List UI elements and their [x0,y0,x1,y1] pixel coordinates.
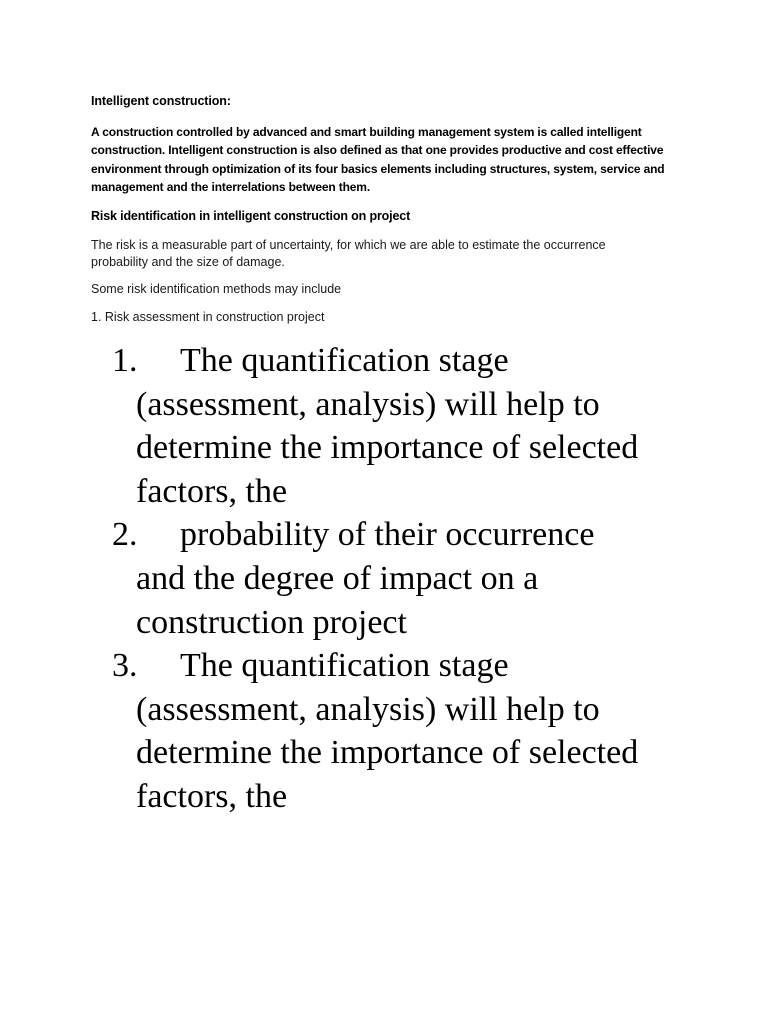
section-heading: Intelligent construction: [91,94,231,108]
list-line: factors, the [136,472,288,510]
risk-line: The risk is a measurable part of uncertainty, for which we are able to estimate the occurrence [91,238,606,252]
list-line: and the degree of impact on a [136,559,539,597]
list-line: The quantification stage [180,647,509,685]
paragraph-line: construction. Intelligent construction is also defined as that one provides productive and cost effective [91,143,664,158]
paragraph-line: A construction controlled by advanced and smart building management system is called intelligent [91,125,642,139]
list-number: 3. [112,647,138,685]
numbered-list [0,339,768,819]
list-item [0,644,768,818]
methods-intro: Some risk identification methods may include [91,282,342,296]
list-line: determine the importance of selected [136,429,639,467]
list-number: 1. [112,342,138,379]
list-item [0,339,768,513]
assessment-item: 1. Risk assessment in construction project [91,310,325,324]
risk-definition [91,237,606,270]
list-line: probability of their occurrence [180,516,595,554]
list-line: (assessment, analysis) will help to [136,385,600,423]
subheading: Risk identification in intelligent construction on project [91,209,411,223]
list-line: (assessment, analysis) will help to [136,690,600,728]
list-line: factors, the [136,777,288,815]
intro-paragraph [91,123,691,196]
paragraph-line: environment through optimization of its four basics elements including structures, system, service and [91,161,665,176]
list-line: construction project [136,603,407,641]
list-line: The quantification stage [180,342,509,379]
list-line: determine the importance of selected [136,734,639,772]
list-number: 2. [112,516,138,554]
list-item [0,513,768,644]
risk-line: probability and the size of damage. [91,254,285,269]
paragraph-line: management and the interrelations between them. [91,179,371,194]
